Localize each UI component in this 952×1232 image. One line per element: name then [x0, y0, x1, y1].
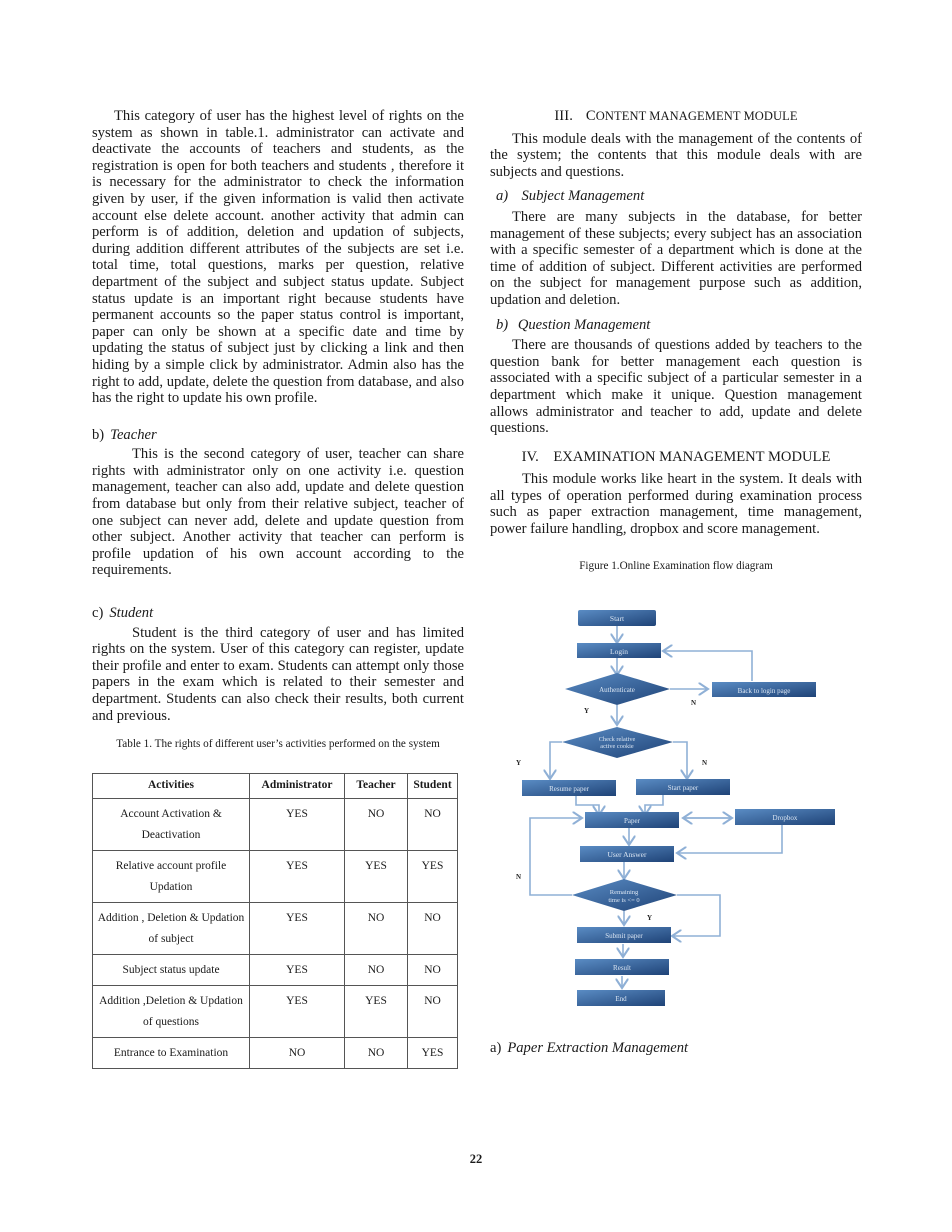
paper-extraction-title: Paper Extraction Management: [507, 1040, 689, 1056]
right-column: [490, 108, 862, 574]
cell-admin: YES: [250, 850, 345, 902]
table-caption: Table 1. The rights of different user’s activities performed on the system: [116, 738, 440, 751]
section3-heading: [490, 108, 862, 125]
header-teacher: Teacher: [345, 773, 408, 798]
svg-text:End: End: [615, 995, 627, 1003]
svg-text:Start: Start: [609, 614, 625, 623]
paper-extraction-heading: [490, 1040, 688, 1057]
cell-teacher: NO: [345, 902, 408, 954]
svg-text:Result: Result: [613, 964, 631, 972]
dropbox-node: [735, 809, 835, 825]
figure-caption: Figure 1.Online Examination flow diagram: [579, 559, 773, 572]
section3-paragraph: This module deals with the management of the contents of the system; the contents that this module deals with are subjects and questions.: [490, 130, 862, 180]
student-heading: [92, 605, 464, 622]
cell-student: NO: [408, 902, 458, 954]
svg-text:active cookie: active cookie: [600, 743, 634, 750]
header-activities: Activities: [93, 773, 250, 798]
left-column: [92, 108, 464, 1069]
cell-student: YES: [408, 1037, 458, 1068]
cell-teacher: NO: [345, 1037, 408, 1068]
question-mgmt-paragraph: There are thousands of questions added by teachers to the question bank for better management each question is associated with a specific subject of a particular semester in a department which make it unique. Question management allows administrator and teacher to add, update and delete questions.: [490, 337, 862, 437]
authenticate-node: [565, 673, 670, 705]
section3-title: ONTENT MANAGEMENT MODULE: [595, 109, 798, 123]
section4-heading: [490, 449, 862, 466]
teacher-paragraph: This is the second category of user, teacher can share rights with administrator only on one activity i.e. question management, teacher can also add, update and delete question from database but only from their relative subject, teacher of one subject can never add, delete and update question from other subject. Another activity that teacher can perform is profile updation of his own account according to the requirements.: [92, 446, 464, 579]
cell-teacher: NO: [345, 798, 408, 850]
question-mgmt-heading: [490, 317, 862, 334]
result-node: [575, 959, 669, 975]
auth-yes-label: Y: [584, 707, 590, 715]
student-label: c): [92, 605, 104, 622]
cell-admin: YES: [250, 902, 345, 954]
svg-text:User Answer: User Answer: [607, 850, 647, 859]
svg-text:Authenticate: Authenticate: [599, 686, 635, 694]
cell-teacher: YES: [345, 985, 408, 1037]
cookie-yes-label: Y: [516, 759, 522, 767]
cell-teacher: YES: [345, 850, 408, 902]
svg-text:Remaining: Remaining: [609, 889, 639, 896]
table-row: [93, 954, 458, 985]
svg-text:Start paper: Start paper: [667, 784, 699, 792]
cell-activity: Relative account profile Updation: [93, 850, 250, 902]
cell-admin: YES: [250, 954, 345, 985]
back-to-login-node: [712, 682, 816, 697]
subject-mgmt-paragraph: There are many subjects in the database, for better management of these subjects; every subject has an association with a specific semester of a department which is done at the time of addition of subject. Different activities are performed on the subject for management purpose such as addition, updation and deletion.: [490, 208, 862, 308]
table-row: [93, 850, 458, 902]
cell-student: NO: [408, 798, 458, 850]
teacher-title: Teacher: [110, 426, 157, 443]
table-row: [93, 985, 458, 1037]
question-mgmt-title: Question Management: [517, 316, 651, 333]
table-row: [93, 902, 458, 954]
cell-activity: Addition , Deletion & Updation of subject: [93, 902, 250, 954]
question-mgmt-label: b): [496, 316, 509, 333]
svg-text:Login: Login: [610, 647, 628, 656]
check-cookie-node: [562, 727, 673, 758]
auth-no-label: N: [691, 699, 697, 707]
user-answer-node: [580, 846, 674, 862]
section4-number: IV.: [521, 448, 539, 465]
table-row: [93, 798, 458, 850]
cell-admin: NO: [250, 1037, 345, 1068]
cell-student: YES: [408, 850, 458, 902]
submit-paper-node: [577, 927, 671, 943]
rights-table: [92, 773, 458, 1069]
section3-number: III.: [554, 108, 573, 124]
page-number: 22: [469, 1152, 483, 1166]
header-administrator: Administrator: [250, 773, 345, 798]
svg-text:Back to login page: Back to login page: [737, 687, 791, 695]
resume-paper-node: [522, 780, 616, 796]
paper-node: [585, 812, 679, 828]
cell-activity: Subject status update: [93, 954, 250, 985]
teacher-label: b): [92, 426, 105, 443]
svg-text:Paper: Paper: [624, 817, 640, 825]
cell-activity: Account Activation & Deactivation: [93, 798, 250, 850]
time-no-label: N: [516, 873, 522, 881]
remaining-time-node: [572, 879, 677, 911]
start-node: [578, 610, 656, 626]
admin-paragraph: This category of user has the highest level of rights on the system as shown in table.1. administrator can activate and deactivate the accounts of teachers and students, as the registration is open for both teachers and students , therefore it is necessary for the administrator to check the information given by user, if the given information is valid then activate account else delete account. another activity that admin can perform is of addition, deletion and updation of subjects, during addition different attributes of the subjects are set i.e. total time, total questions, marks per question, relative department of the subject and subject status update. Subject status update is an important right because students have permanent accounts so the paper status control is important, paper can only be shown at a specific date and time by updating the status of subject just by clicking a link and then hiding by a simple click by administrator. Admin also has the right to add, update, delete the question from database, and also has the right to update his own profile.: [92, 108, 464, 407]
svg-text:time is <= 0: time is <= 0: [608, 897, 640, 904]
cell-student: NO: [408, 954, 458, 985]
student-title: Student: [109, 605, 154, 622]
time-yes-label: Y: [647, 914, 653, 922]
table-row: [93, 1037, 458, 1068]
svg-text:Dropbox: Dropbox: [772, 814, 798, 822]
cell-admin: YES: [250, 985, 345, 1037]
section4-title: EXAMINATION MANAGEMENT MODULE: [553, 448, 831, 465]
cookie-no-label: N: [702, 759, 708, 767]
svg-text:Check relative: Check relative: [598, 736, 636, 743]
subject-mgmt-heading: [490, 188, 862, 205]
end-node: [577, 990, 665, 1006]
teacher-heading: [92, 427, 464, 444]
login-node: [577, 643, 661, 658]
cell-activity: Entrance to Examination: [93, 1037, 250, 1068]
svg-text:Resume paper: Resume paper: [549, 785, 589, 793]
start-paper-node: [636, 779, 730, 795]
subject-mgmt-title: Subject Management: [521, 188, 645, 205]
section3-title-initial: C: [585, 108, 596, 124]
paper-extraction-label: a): [490, 1040, 502, 1056]
cell-student: NO: [408, 985, 458, 1037]
cell-admin: YES: [250, 798, 345, 850]
header-student: Student: [408, 773, 458, 798]
svg-text:Submit paper: Submit paper: [605, 932, 643, 940]
table-header-row: [93, 773, 458, 798]
student-paragraph: Student is the third category of user and has limited rights on the system. User of this category can register, update their profile and enter to exam. Students can attempt only those papers in the exam which is related to their semester and department. Students can also check their results, both current and previous.: [92, 624, 464, 724]
flow-diagram: [510, 605, 850, 1015]
subject-mgmt-label: a): [496, 188, 509, 205]
cell-teacher: NO: [345, 954, 408, 985]
section4-paragraph: This module works like heart in the system. It deals with all types of operation performed during examination process such as paper extraction management, time management, power failure handling, dropbox and score management.: [490, 471, 862, 538]
cell-activity: Addition ,Deletion & Updation of questions: [93, 985, 250, 1037]
